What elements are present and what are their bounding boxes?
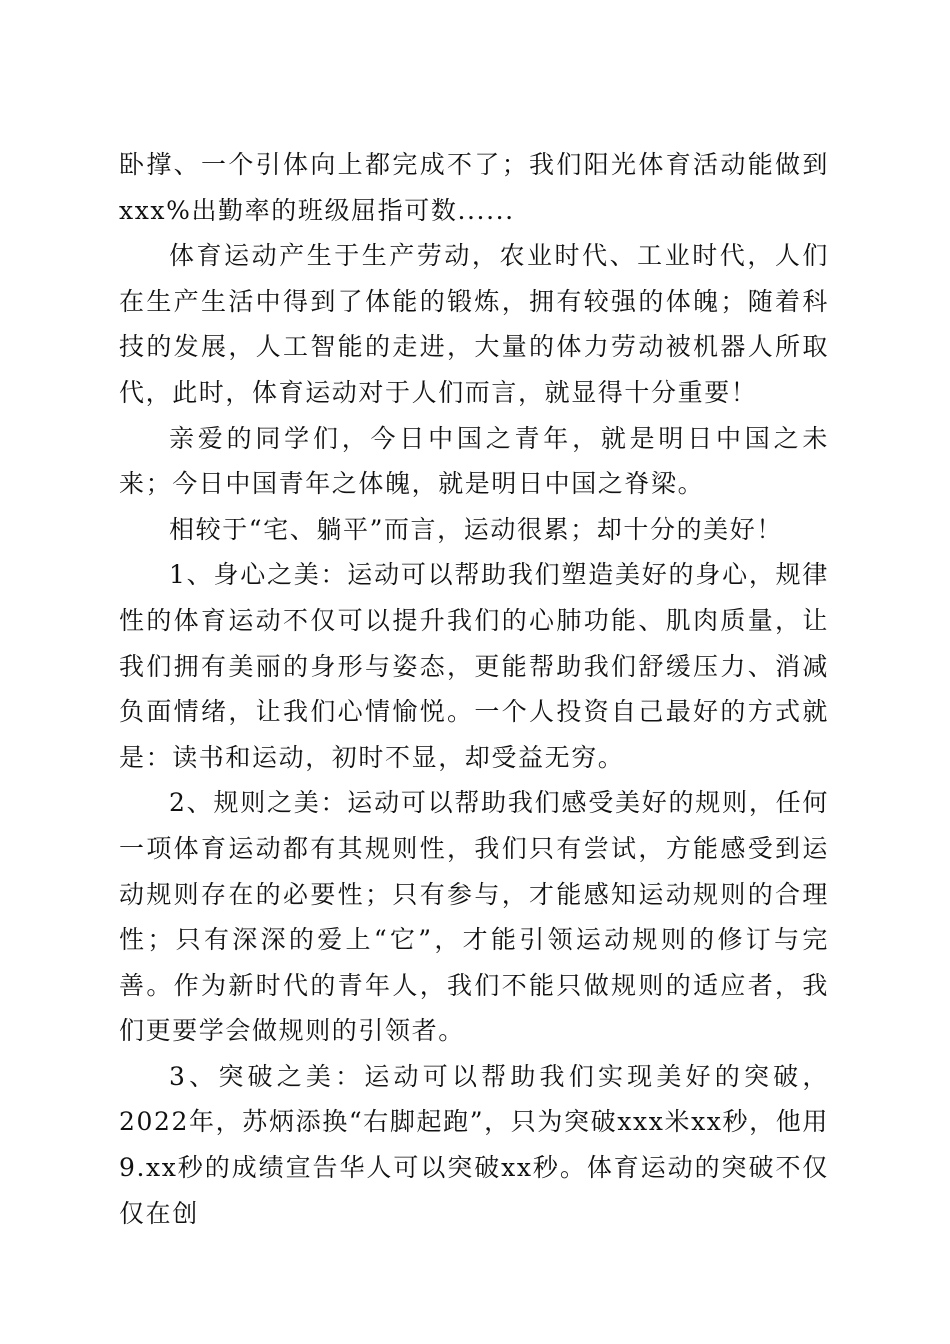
paragraph-point-1: 1、身心之美：运动可以帮助我们塑造美好的身心，规律性的体育运动不仅可以提升我们的心肺功能、肌肉质量，让我们拥有美丽的身形与姿态，更能帮助我们舒缓压力、消减负面情绪，让我们心情愉悦。一个人投资自己最好的方式就是：读书和运动，初时不显，却受益无穷。 — [119, 560, 829, 772]
paragraph-exercise-beauty: 相较于“宅、躺平”而言，运动很累；却十分的美好！ — [169, 514, 783, 544]
paragraph-continuation: 卧撑、一个引体向上都完成不了；我们阳光体育活动能做到xxx%出勤率的班级屈指可数...... — [119, 150, 829, 225]
paragraph-sports-history: 体育运动产生于生产劳动，农业时代、工业时代，人们在生产生活中得到了体能的锻炼，拥有较强的体魄；随着科技的发展，人工智能的走进，大量的体力劳动被机器人所取代，此时，体育运动对于人们而言，就显得十分重要！ — [119, 241, 829, 407]
paragraph-point-2: 2、规则之美：运动可以帮助我们感受美好的规则，任何一项体育运动都有其规则性，我们只有尝试，方能感受到运动规则存在的必要性；只有参与，才能感知运动规则的合理性；只有深深的爱上“它”，才能引领运动规则的修订与完善。作为新时代的青年人，我们不能只做规则的适应者，我们更要学会做规则的引领者。 — [119, 788, 829, 1046]
paragraph-youth-address: 亲爱的同学们，今日中国之青年，就是明日中国之未来；今日中国青年之体魄，就是明日中国之脊梁。 — [119, 423, 829, 499]
paragraph-point-3: 3、突破之美：运动可以帮助我们实现美好的突破，2022年，苏炳添换“右脚起跑”，只为突破xxx米xx秒，他用9.xx秒的成绩宣告华人可以突破xx秒。体育运动的突破不仅仅在创 — [119, 1061, 829, 1228]
body-text — [119, 142, 829, 1236]
